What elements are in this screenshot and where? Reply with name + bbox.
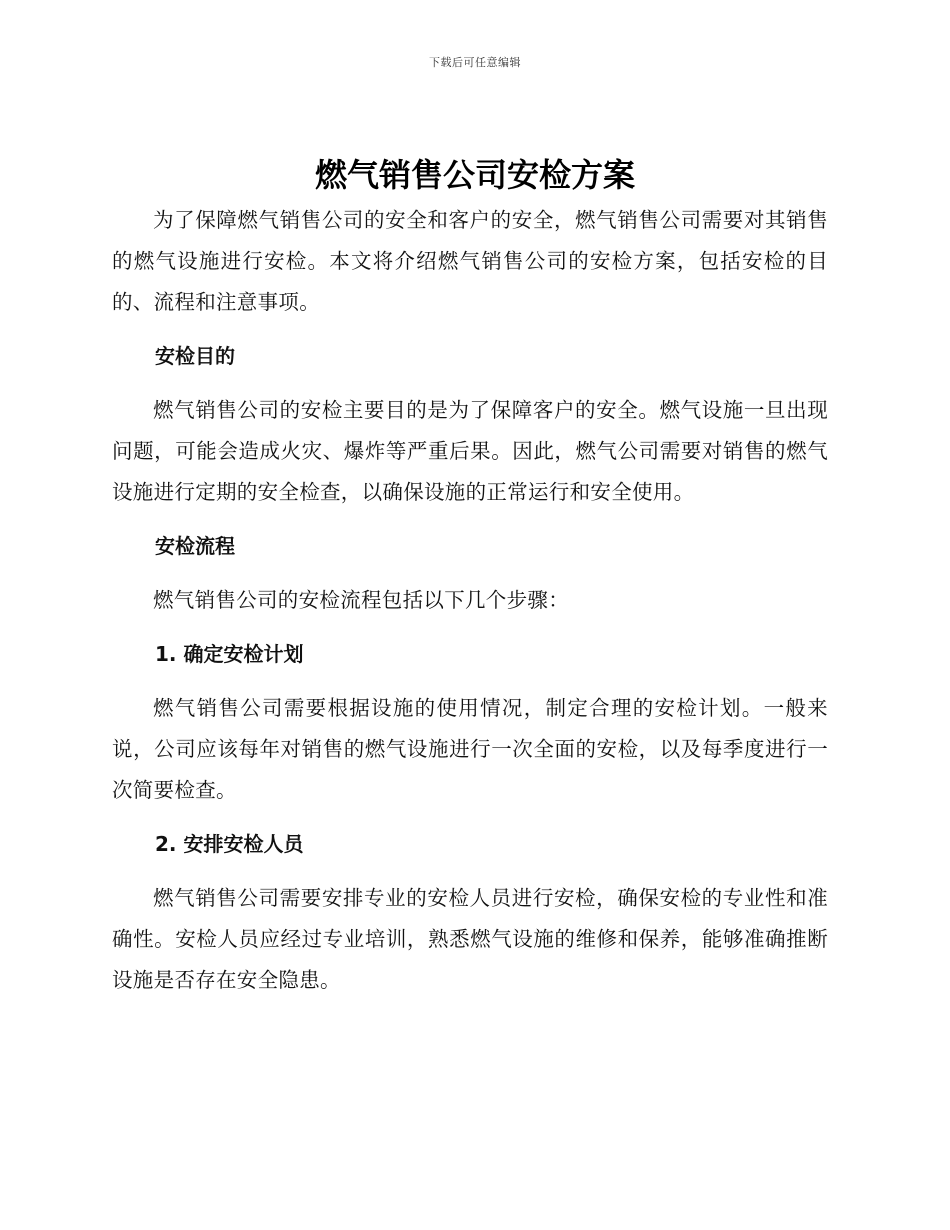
section-paragraph-process: 燃气销售公司的安检流程包括以下几个步骤： [153,588,569,612]
spacer [112,675,828,688]
section-paragraph-purpose: 燃气销售公司的安检主要目的是为了保障客户的安全。燃气设施一旦出现问题，可能会造成火灾、爆炸等严重后果。因此，燃气公司需要对销售的燃气设施进行定期的安全检查，以确保设施的正常运行和安全使用。 [112,398,828,504]
spacer [112,621,828,634]
spacer [112,513,828,526]
spacer [112,377,828,390]
section-heading-purpose: 安检目的 [155,344,235,368]
section-paragraph-plan: 燃气销售公司需要根据设施的使用情况，制定合理的安检计划。一般来说，公司应该每年对销售的燃气设施进行一次全面的安检，以及每季度进行一次简要检查。 [112,696,828,802]
section-heading-plan: 1. 确定安检计划 [155,642,304,666]
spacer [112,811,828,824]
section-paragraph-staff: 燃气销售公司需要安排专业的安检人员进行安检，确保安检的专业性和准确性。安检人员应经过专业培训，熟悉燃气设施的维修和保养，能够准确推断设施是否存在安全隐患。 [112,886,828,992]
spacer [112,567,828,580]
document-body [112,200,828,1001]
section-heading-process: 安检流程 [155,534,235,558]
spacer [112,865,828,878]
document-title: 燃气销售公司安检方案 [314,156,635,194]
header-note: 下载后可任意编辑 [429,56,521,69]
spacer [112,323,828,336]
intro-paragraph: 为了保障燃气销售公司的安全和客户的安全，燃气销售公司需要对其销售的燃气设施进行安检。本文将介绍燃气销售公司的安检方案，包括安检的目的、流程和注意事项。 [112,208,828,314]
section-heading-staff: 2. 安排安检人员 [155,832,304,856]
